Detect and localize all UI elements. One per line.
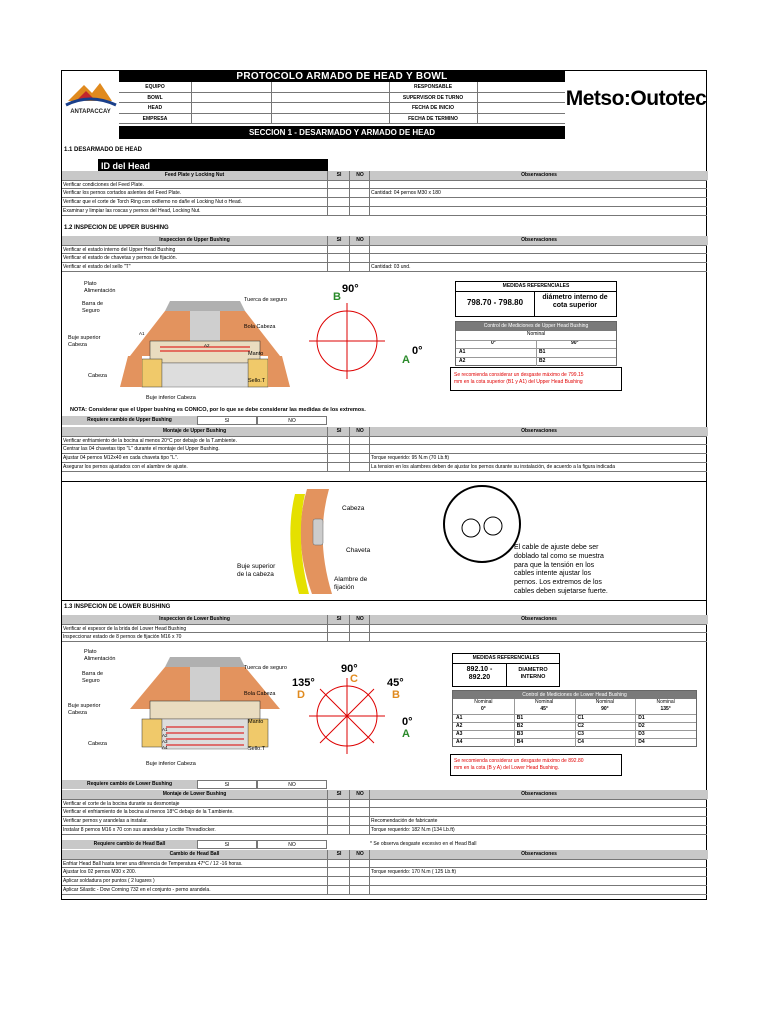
lower-inspection-row-si-checkbox[interactable]	[327, 633, 349, 641]
lower-control-cell: D4	[638, 739, 645, 745]
requiere-ball-si[interactable]: SI	[197, 840, 257, 849]
upper-bushing-inspection-table	[62, 236, 707, 274]
label-bola-cabeza-lower: Bola Cabeza	[244, 691, 276, 697]
upper-control-table	[455, 321, 617, 366]
lower-control-cell: C2	[577, 723, 584, 729]
upper-montaje-row-text: Centrar las 04 chavetas tipo "L" durante el montaje del Upper Bushing.	[63, 446, 220, 452]
label-a1-lower: A1	[162, 727, 168, 732]
lower-compass-d: D	[297, 689, 305, 701]
subsection-1-1: 1.1 DESARMADO DE HEAD	[64, 147, 143, 153]
upper-inspection-row-no-checkbox[interactable]	[349, 263, 369, 271]
upper-inspection-row-obs-text: Cantidad: 03 und.	[371, 264, 411, 270]
lower-montaje-row-text: Verificar pernos y arandelas a instalar.	[63, 818, 148, 824]
lower-compass-135: 135°	[292, 677, 315, 689]
lower-montaje-row-text: Verificar el corte de la bocina durante su desmontaje	[63, 801, 180, 807]
upper-compass-0: 0°	[412, 345, 423, 357]
label-cable-note: El cable de ajuste debe ser doblado tal como se muestra para que la tensión en los cables intente ajustar los pernos. Los extremos de los cables deben sujetarse fuerte.	[514, 544, 608, 595]
upper-montaje-header: Montaje de Upper Bushing	[62, 427, 327, 436]
label-cabeza-lower: Cabeza	[88, 741, 107, 747]
upper-montaje-row-no-checkbox[interactable]	[349, 463, 369, 471]
lower-compass-a: A	[402, 728, 410, 740]
label-chaveta: Chaveta	[346, 547, 371, 554]
label-tuerca-seguro: Tuerca de seguro	[244, 297, 287, 303]
lower-montaje-row-obs-text: Torque requerido: 182 N.m (134 Lb.ft)	[371, 827, 455, 833]
head-ball-row-no-checkbox[interactable]	[349, 868, 369, 876]
lower-control-cell: B1	[516, 715, 524, 721]
lower-control-nominal: Nominal	[656, 699, 675, 705]
feed-plate-row-obs-field[interactable]	[369, 207, 707, 215]
table-row	[62, 817, 707, 826]
upper-inspection-row-obs-field[interactable]	[369, 263, 707, 271]
field-responsable: RESPONSABLE	[413, 84, 453, 90]
field-supervisor: SUPERVISOR DE TURNO	[402, 94, 464, 101]
lower-control-cell: C4	[577, 739, 584, 745]
label-buje-superior: Buje superior Cabeza	[68, 335, 101, 348]
table-row	[62, 180, 707, 189]
upper-montaje-row-obs-text: Torque requerido: 95 N.m (70 Lb.ft)	[371, 455, 450, 461]
upper-recommendation-text: Se recomienda considerar un desgaste máximo de 799.15 mm en la cota superior (B1 y A1) del Upper Head Bushing	[454, 372, 584, 385]
requiere-ball-row	[62, 840, 707, 849]
feed-plate-row-obs-field[interactable]	[369, 181, 707, 188]
head-ball-obs-header: Observaciones	[369, 850, 708, 859]
upper-control-nominal: Nominal	[526, 331, 546, 337]
lower-montaje-no-header: NO	[349, 790, 370, 799]
label-plato-alimentacion-lower: Plato Alimentación	[84, 649, 116, 662]
lower-control-table	[452, 690, 697, 747]
table-row	[62, 826, 707, 835]
lower-inspection-row-obs-field[interactable]	[369, 633, 707, 641]
head-ball-row-obs-field[interactable]	[369, 860, 707, 867]
lower-control-title: Control de Mediciones de Lower Head Bushing	[453, 691, 696, 699]
upper-bushing-montaje-table	[62, 427, 707, 474]
feed-plate-row-obs-field[interactable]	[369, 198, 707, 206]
upper-control-b2: B2	[539, 358, 546, 364]
lower-control-cell: D2	[638, 723, 645, 729]
upper-control-a2: A2	[459, 358, 466, 364]
requiere-upper-no[interactable]: NO	[257, 416, 327, 425]
feed-plate-row-obs-field[interactable]	[369, 189, 707, 197]
lower-inspection-obs-header: Observaciones	[369, 615, 708, 624]
label-cabeza: Cabeza	[88, 373, 107, 379]
table-row	[62, 463, 707, 472]
table-row	[62, 436, 707, 445]
upper-montaje-si-header: SI	[327, 427, 350, 436]
label-plato-alimentacion: Plato Alimentación	[84, 281, 116, 294]
head-ball-row-obs-field[interactable]	[369, 877, 707, 885]
feed-plate-header: Feed Plate y Locking Nut	[62, 171, 327, 180]
upper-inspection-row-text: Verificar el estado del sello "T"	[63, 264, 131, 270]
upper-compass-a: A	[402, 354, 410, 366]
feed-plate-row-text: Verificar condiciones del Feed Plate.	[63, 182, 144, 188]
upper-compass-90: 90°	[342, 283, 359, 295]
feed-plate-row-text: Verificar que el corte de Torch Ring con oxifierno no dañe el Locking Nut o Head.	[63, 199, 242, 205]
table-row	[62, 245, 707, 254]
field-fecha-termino: FECHA DE TERMINO	[408, 115, 458, 122]
feed-plate-row-no-checkbox[interactable]	[349, 207, 369, 215]
upper-montaje-row-si-checkbox[interactable]	[327, 463, 349, 471]
lower-inspection-row-no-checkbox[interactable]	[349, 633, 369, 641]
label-sello-t-lower: Sello.T	[248, 746, 266, 752]
label-buje-inferior: Buje inferior Cabeza	[146, 395, 196, 401]
table-row	[62, 808, 707, 817]
table-row	[62, 254, 707, 263]
table-row	[62, 198, 707, 207]
field-equipo: EQUIPO	[145, 84, 165, 90]
label-a1: A1	[139, 331, 145, 336]
label-barra-seguro-lower: Barra de Seguro	[82, 671, 104, 684]
lower-montaje-row-si-checkbox[interactable]	[327, 800, 349, 807]
upper-inspection-row-obs-field[interactable]	[369, 246, 707, 253]
requiere-lower-row	[62, 780, 327, 789]
lower-inspection-no-header: NO	[349, 615, 370, 624]
requiere-upper-row	[62, 416, 327, 425]
requiere-ball-note: * Se observa desgaste excesivo en el Head Ball	[370, 841, 477, 847]
requiere-upper-label: Requiere cambio de Upper Bushing	[62, 416, 197, 425]
upper-montaje-row-si-checkbox[interactable]	[327, 445, 349, 453]
lower-montaje-row-no-checkbox[interactable]	[349, 808, 369, 816]
upper-inspection-row-si-checkbox[interactable]	[327, 263, 349, 271]
upper-inspection-row-obs-field[interactable]	[369, 254, 707, 262]
lower-inspection-header: Inspeccion de Lower Bushing	[62, 615, 327, 624]
medidas-upper-value: 798.70 - 798.80	[466, 298, 524, 307]
feed-plate-row-obs-text: Cantidad: 04 pernos M30 x 180	[371, 190, 441, 196]
label-a3-lower: A3	[162, 739, 168, 744]
header-fields	[119, 82, 565, 124]
upper-inspection-row-text: Verificar el estado interno del Upper Head Bushing	[63, 247, 176, 253]
head-ball-row-si-checkbox[interactable]	[327, 877, 349, 885]
feed-plate-row-si-checkbox[interactable]	[327, 198, 349, 206]
label-alambre-fijacion: Alambre de fijación	[334, 576, 368, 592]
feed-plate-row-no-checkbox[interactable]	[349, 181, 369, 188]
lower-montaje-obs-header: Observaciones	[369, 790, 708, 799]
feed-plate-si-header: SI	[327, 171, 350, 180]
lower-compass-0: 0°	[402, 716, 413, 728]
lower-control-cell: B2	[516, 723, 524, 729]
lower-montaje-row-no-checkbox[interactable]	[349, 800, 369, 807]
feed-plate-row-no-checkbox[interactable]	[349, 189, 369, 197]
lower-montaje-row-no-checkbox[interactable]	[349, 817, 369, 825]
table-row	[62, 263, 707, 272]
head-ball-row-obs-text: Torque requerido: 170 N.m ( 125 Lb.ft)	[371, 869, 457, 875]
upper-inspection-row-text: Verificar el estado de chavetas y pernos de fijación.	[63, 255, 177, 261]
head-ball-row-no-checkbox[interactable]	[349, 877, 369, 885]
requiere-upper-si[interactable]: SI	[197, 416, 257, 425]
head-ball-header: Cambio de Head Ball	[62, 850, 327, 859]
head-ball-row-si-checkbox[interactable]	[327, 868, 349, 876]
medidas-upper-title: MEDIDAS REFERENCIALES	[502, 283, 570, 289]
field-empresa: EMPRESA	[142, 115, 168, 122]
lower-inspection-si-header: SI	[327, 615, 350, 624]
lower-inspection-row-text: Verificar el espesor de la brida del Lower Head Bushing	[63, 626, 187, 632]
requiere-lower-label: Requiere cambio de Lower Bushing	[62, 780, 197, 789]
lower-control-angle: 90°	[601, 706, 609, 712]
table-row	[62, 886, 707, 895]
lower-compass	[309, 676, 399, 756]
label-manto: Manto	[248, 351, 264, 357]
upper-inspection-row-no-checkbox[interactable]	[349, 246, 369, 253]
head-ball-row-obs-field[interactable]	[369, 886, 707, 894]
lower-control-cell: D3	[638, 731, 645, 737]
upper-montaje-row-obs-text: La tension en los alambres deben de ajustar los pernos durante su instalación, de acuerdo a la figura indicada	[371, 464, 616, 470]
feed-plate-row-text: Examinar y limpiar las roscas y pernos del Head, Locking Nut.	[63, 208, 201, 214]
table-row	[62, 207, 707, 216]
lower-montaje-row-si-checkbox[interactable]	[327, 826, 349, 834]
label-barra-seguro: Barra de Seguro	[82, 301, 104, 314]
lower-compass-b: B	[392, 689, 400, 701]
lower-control-angle: 135°	[660, 706, 671, 712]
lower-recommendation	[450, 754, 622, 776]
feed-plate-row-no-checkbox[interactable]	[349, 198, 369, 206]
upper-control-title: Control de Mediciones de Upper Head Bushing	[456, 322, 616, 331]
lower-recommendation-text: Se recomienda considerar un desgaste máximo de 892.80 mm en la cota (B y A) del Lower Head Bushing.	[454, 758, 584, 771]
lower-montaje-row-no-checkbox[interactable]	[349, 826, 369, 834]
label-tuerca-seguro-lower: Tuerca de seguro	[244, 665, 287, 671]
upper-montaje-row-no-checkbox[interactable]	[349, 437, 369, 444]
head-ball-row-text: Aplicar Silastic - Dow Corning 732 en el conjunto - perno arandela.	[63, 887, 211, 893]
medidas-lower-label: DIAMETRO INTERNO	[518, 667, 548, 681]
lower-montaje-row-si-checkbox[interactable]	[327, 817, 349, 825]
head-ball-row-text: Aplicar soldadura por puntos ( 2 lugares )	[63, 878, 155, 884]
lower-control-cell: B3	[516, 731, 524, 737]
head-ball-row-si-checkbox[interactable]	[327, 860, 349, 867]
head-ball-table	[62, 850, 707, 898]
lower-compass-c: C	[350, 673, 358, 685]
lower-inspection-row-text: Inspeccionar estado de 8 pernos de fijación M16 x 70	[63, 634, 182, 640]
label-a2-lower: A2	[162, 733, 168, 738]
upper-montaje-row-text: Asegurar los pernos ajustados con el alambre de ajuste.	[63, 464, 188, 470]
upper-montaje-row-obs-field[interactable]	[369, 463, 707, 471]
feed-plate-table	[62, 171, 707, 219]
table-row	[62, 445, 707, 454]
lower-control-angle: 45°	[540, 706, 548, 712]
label-buje-inferior-lower: Buje inferior Cabeza	[146, 761, 196, 767]
lower-montaje-row-obs-text: Recomendación de fabricante	[371, 818, 438, 824]
lower-montaje-row-si-checkbox[interactable]	[327, 808, 349, 816]
antapaccay-wordmark: ANTAPACCAY	[70, 109, 111, 115]
field-fecha-inicio: FECHA DE INICIO	[411, 105, 455, 111]
upper-inspection-obs-header: Observaciones	[369, 236, 708, 245]
upper-inspection-no-header: NO	[349, 236, 370, 245]
head-ball-row-si-checkbox[interactable]	[327, 886, 349, 894]
subsection-1-2: 1.2 INSPECION DE UPPER BUSHING	[64, 225, 169, 231]
upper-montaje-row-no-checkbox[interactable]	[349, 445, 369, 453]
table-row	[62, 189, 707, 198]
lower-control-cell: A3	[456, 731, 463, 737]
upper-control-b1: B1	[539, 349, 546, 355]
upper-inspection-header: Inspeccion de Upper Bushing	[62, 236, 327, 245]
label-bola-cabeza: Bola Cabeza	[244, 324, 276, 330]
requiere-ball-no[interactable]: NO	[257, 840, 327, 849]
subsection-1-3: 1.3 INSPECION DE LOWER BUSHING	[64, 604, 171, 610]
lower-inspection-row-no-checkbox[interactable]	[349, 625, 369, 632]
lower-montaje-row-text: Instalar 8 pernos M16 x 70 con sus arandelas y Loctite Threadlocker.	[63, 827, 216, 833]
upper-compass-b: B	[333, 291, 341, 303]
requiere-lower-no[interactable]: NO	[257, 780, 327, 789]
upper-montaje-row-text: Ajustar 04 pernos M12x40 en cada chaveta tipo "L".	[63, 455, 179, 461]
medidas-lower	[452, 653, 560, 687]
lower-control-cell: C3	[577, 731, 584, 737]
label-cabeza-detail: Cabeza	[342, 505, 365, 512]
table-row	[62, 624, 707, 633]
feed-plate-no-header: NO	[349, 171, 370, 180]
upper-montaje-row-obs-field[interactable]	[369, 454, 707, 462]
lower-control-cell: D1	[638, 715, 645, 721]
lower-compass-45: 45°	[387, 677, 404, 689]
requiere-lower-si[interactable]: SI	[197, 780, 257, 789]
upper-montaje-row-text: Verificar enfriamiento de la bocina al menos 20°C por debajo de la T.ambiente.	[63, 438, 237, 444]
id-head-label: ID del Head	[101, 161, 151, 171]
requiere-ball-label: Requiere cambio de Head Ball	[62, 840, 197, 849]
table-row	[62, 454, 707, 463]
upper-montaje-row-si-checkbox[interactable]	[327, 454, 349, 462]
upper-inspection-row-no-checkbox[interactable]	[349, 254, 369, 262]
upper-montaje-obs-header: Observaciones	[369, 427, 708, 436]
document-title: PROTOCOLO ARMADO DE HEAD Y BOWL	[119, 71, 565, 82]
head-ball-row-obs-field[interactable]	[369, 868, 707, 876]
label-a4-lower: A4	[162, 745, 168, 750]
medidas-upper-label: diámetro interno de cota superior	[542, 294, 608, 310]
lower-inspection-row-obs-field[interactable]	[369, 625, 707, 632]
upper-montaje-row-obs-field[interactable]	[369, 445, 707, 453]
medidas-upper	[455, 281, 617, 317]
lower-control-cell: A4	[456, 739, 463, 745]
field-bowl: BOWL	[147, 94, 163, 101]
lower-control-nominal: Nominal	[595, 699, 615, 705]
feed-plate-row-si-checkbox[interactable]	[327, 207, 349, 215]
upper-montaje-row-si-checkbox[interactable]	[327, 437, 349, 444]
feed-plate-obs-header: Observaciones	[369, 171, 708, 180]
head-ball-row-text: Ajustar los 02 pernos M30 x 200.	[63, 869, 137, 875]
antapaccay-logo	[62, 71, 119, 127]
upper-control-90: 90°	[571, 340, 579, 346]
upper-control-0: 0°	[491, 340, 496, 346]
section-bar: SECCION 1 - DESARMADO Y ARMADO DE HEAD	[119, 126, 565, 139]
table-row	[62, 859, 707, 868]
label-buje-superior-lower: Buje superior Cabeza	[68, 703, 101, 716]
upper-compass	[309, 301, 399, 381]
lower-control-cell: B4	[516, 739, 524, 745]
lower-bushing-montaje-table	[62, 790, 707, 838]
label-a2: A2	[204, 343, 210, 348]
lower-montaje-row-obs-field[interactable]	[369, 800, 707, 807]
lower-inspection-row-si-checkbox[interactable]	[327, 625, 349, 632]
upper-inspection-row-si-checkbox[interactable]	[327, 246, 349, 253]
upper-montaje-row-no-checkbox[interactable]	[349, 454, 369, 462]
lower-montaje-row-obs-field[interactable]	[369, 826, 707, 834]
table-row	[62, 868, 707, 877]
field-head: HEAD	[147, 105, 163, 111]
upper-recommendation	[450, 367, 622, 391]
head-ball-row-no-checkbox[interactable]	[349, 860, 369, 867]
upper-nota: NOTA: Considerar que el Upper bushing es CONICO, por lo que se debe considerar las medidas de los extremos.	[70, 407, 366, 413]
lower-bushing-inspection-table	[62, 615, 707, 643]
feed-plate-row-si-checkbox[interactable]	[327, 189, 349, 197]
lower-montaje-row-obs-field[interactable]	[369, 808, 707, 816]
table-row	[62, 799, 707, 808]
metso-outotec-logo: Metso:Outotec	[565, 87, 707, 110]
upper-control-a1: A1	[459, 349, 466, 355]
label-manto-lower: Manto	[248, 719, 264, 725]
lower-montaje-si-header: SI	[327, 790, 350, 799]
medidas-lower-value: 892.10 - 892.20	[466, 666, 493, 682]
lower-montaje-header: Montaje de Lower Bushing	[62, 790, 327, 799]
lower-control-cell: A2	[456, 723, 463, 729]
upper-montaje-row-obs-field[interactable]	[369, 437, 707, 444]
feed-plate-row-si-checkbox[interactable]	[327, 181, 349, 188]
lower-control-nominal: Nominal	[534, 699, 554, 705]
lower-montaje-row-text: Verificar el enfriamiento de la bocina al menos 18°C debajo de la T.ambiente.	[63, 809, 234, 815]
upper-inspection-row-si-checkbox[interactable]	[327, 254, 349, 262]
table-row	[62, 633, 707, 642]
medidas-lower-title: MEDIDAS REFERENCIALES	[472, 655, 540, 661]
table-row	[62, 877, 707, 886]
lower-compass-90: 90°	[341, 663, 358, 675]
upper-inspection-si-header: SI	[327, 236, 350, 245]
head-ball-no-header: NO	[349, 850, 370, 859]
feed-plate-row-text: Verificar los pernos cortados aslentes del Feed Plate.	[63, 190, 182, 196]
protocol-sheet	[61, 70, 707, 900]
lower-control-angle: 0°	[480, 706, 486, 712]
lower-control-nominal: Nominal	[474, 699, 493, 705]
lower-control-cell: C1	[577, 715, 584, 721]
label-sello-t: Sello.T	[248, 378, 266, 384]
lower-control-cell: A1	[456, 715, 463, 721]
label-buje-superior-cabeza: Buje superior de la cabeza	[237, 563, 276, 579]
upper-montaje-no-header: NO	[349, 427, 370, 436]
lower-montaje-row-obs-field[interactable]	[369, 817, 707, 825]
head-ball-si-header: SI	[327, 850, 350, 859]
head-ball-row-no-checkbox[interactable]	[349, 886, 369, 894]
head-ball-row-text: Enfriar Head Ball hasta tener una diferencia de Temperatura 47°C / 12 -16 horas.	[63, 861, 243, 867]
